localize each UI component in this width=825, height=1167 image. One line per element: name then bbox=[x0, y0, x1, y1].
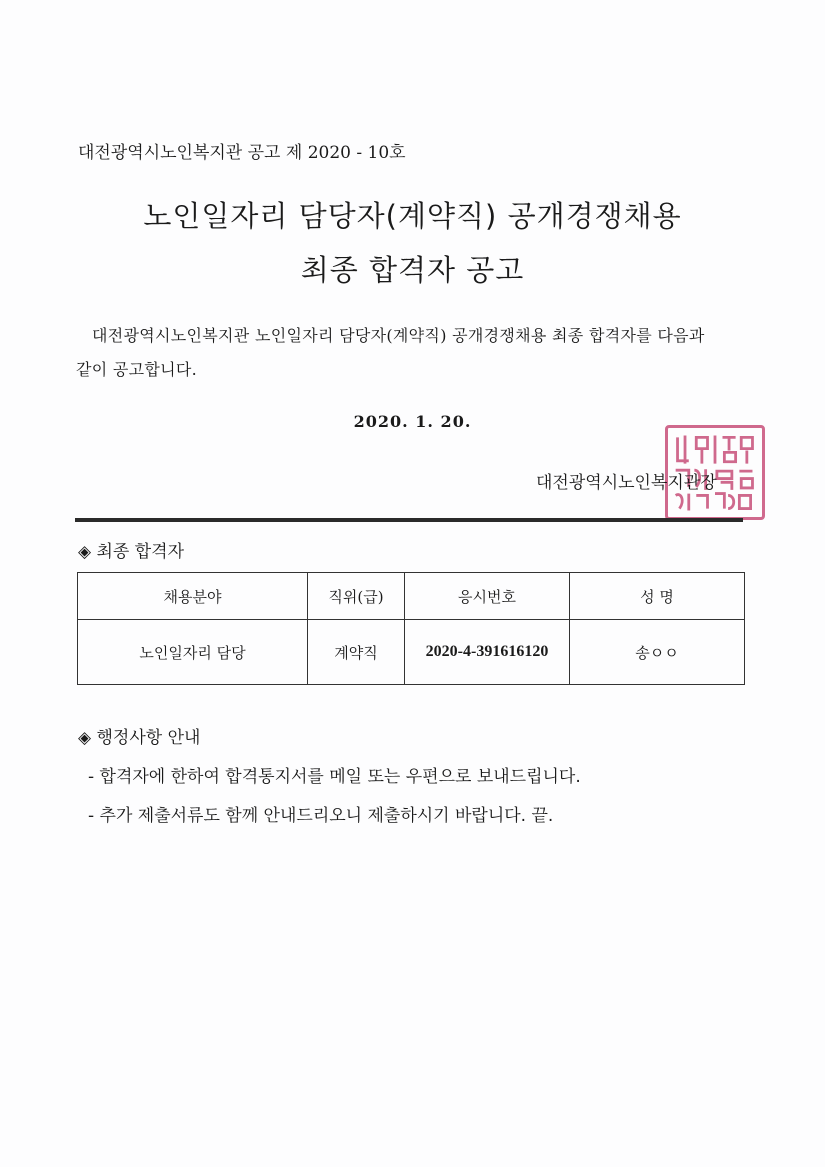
final-passers-table bbox=[77, 572, 745, 685]
column-header: 직위(급) bbox=[308, 573, 405, 620]
document-title: 노인일자리 담당자(계약직) 공개경쟁채용 bbox=[143, 199, 682, 233]
list-item: - 추가 제출서류도 함께 안내드리오니 제출하시기 바랍니다. 끝. bbox=[88, 806, 554, 826]
section-heading-final-passers: ◈ 최종 합격자 bbox=[78, 542, 184, 562]
column-header: 성 명 bbox=[570, 573, 745, 620]
document-subtitle: 최종 합격자 공고 bbox=[300, 253, 525, 287]
table-row bbox=[78, 620, 745, 685]
notice-number: 대전광역시노인복지관 공고 제 2020 - 10호 bbox=[78, 143, 406, 163]
list-item: - 합격자에 한하여 합격통지서를 메일 또는 우편으로 보내드립니다. bbox=[88, 767, 581, 787]
section-heading-admin-notes: ◈ 행정사항 안내 bbox=[78, 728, 201, 748]
table-header-row bbox=[78, 573, 745, 620]
divider bbox=[75, 518, 743, 522]
body-text-line-1: 대전광역시노인복지관 노인일자리 담당자(계약직) 공개경쟁채용 최종 합격자를 다음과 bbox=[92, 326, 705, 345]
signer-name: 대전광역시노인복지관장 bbox=[536, 473, 717, 493]
table-cell-field: 노인일자리 담당 bbox=[78, 620, 308, 685]
table-cell-applicant-number: 2020-4-391616120 bbox=[405, 620, 570, 685]
body-text-line-2: 같이 공고합니다. bbox=[76, 360, 198, 379]
column-header: 응시번호 bbox=[405, 573, 570, 620]
table-cell-name: 송ㅇㅇ bbox=[570, 620, 745, 685]
table-cell-position: 계약직 bbox=[308, 620, 405, 685]
column-header: 채용분야 bbox=[78, 573, 308, 620]
notice-date: 2020. 1. 20. bbox=[353, 412, 472, 431]
